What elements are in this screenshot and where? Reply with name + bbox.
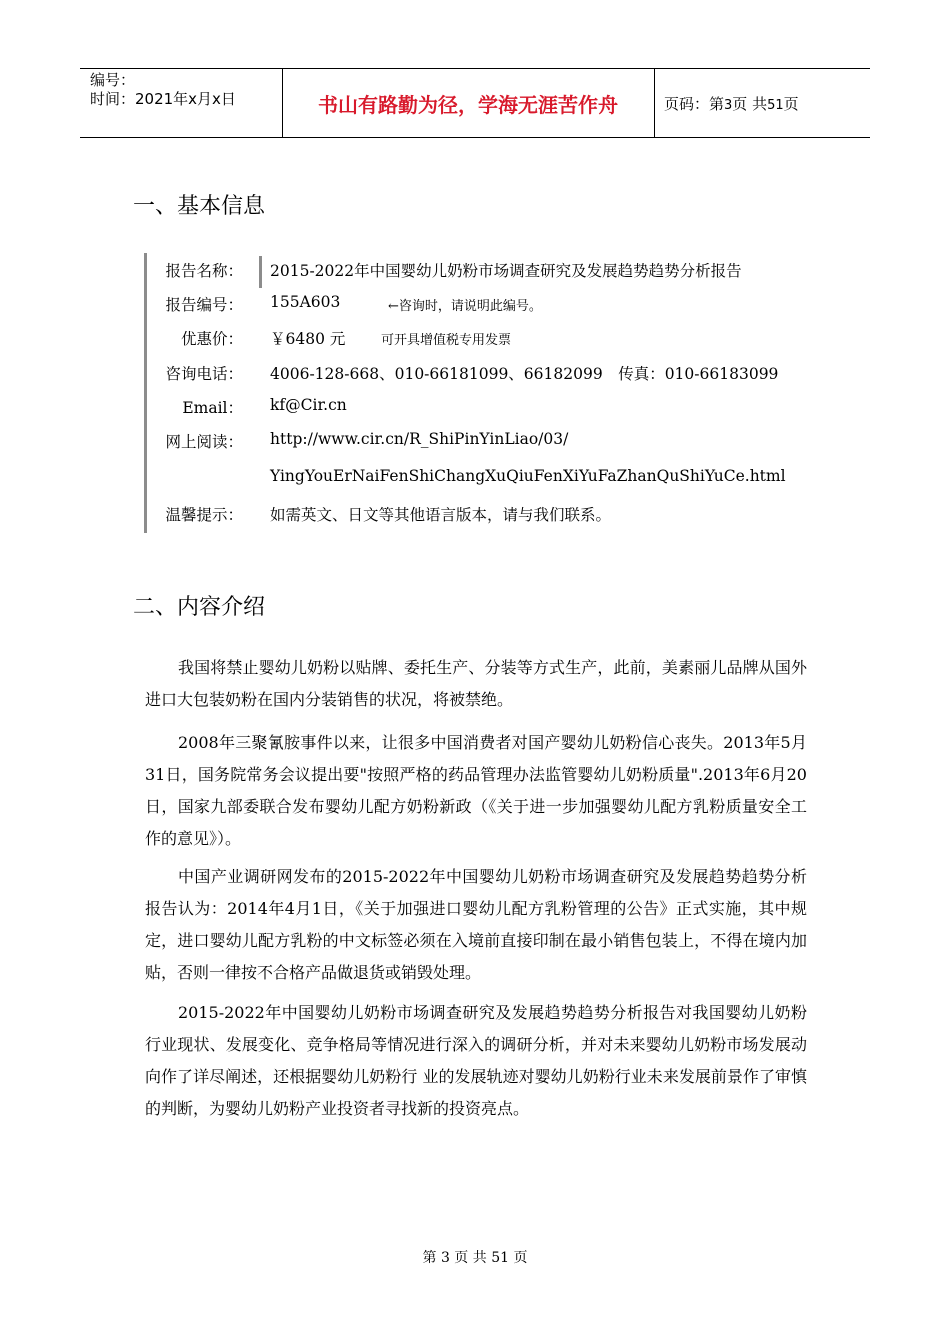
header-meta (90, 71, 236, 109)
intro-paragraph-3: 中国产业调研网发布的2015-2022年中国婴幼儿奶粉市场调查研究及发展趋势趋势分析报告认为：2014年4月1日，《关于加强进口婴幼儿配方乳粉管理的公告》正式实施，其中规定，进口婴幼儿配方乳粉的中文标签必须在入境前直接印制在最小销售包装上，不得在境内加贴，否则一律按不合格产品做退货或销毁处理。 (145, 867, 807, 982)
page-prefix: 页码：第 (664, 95, 725, 113)
tip-value: 如需英文、日文等其他语言版本，请与我们联系。 (270, 506, 612, 524)
page-current: 3 (724, 98, 733, 113)
header-page-number (664, 93, 799, 114)
price-label: 优惠价： (180, 330, 243, 348)
info-block-bar (144, 253, 147, 533)
phone-label: 咨询电话： (165, 365, 243, 383)
header-time-label: 时间：2021年x月x日 (90, 90, 236, 108)
section-title-basic-info: 一、基本信息 (133, 194, 266, 219)
page-footer: 第 3 页 共 51 页 (422, 1250, 528, 1266)
report-name-label: 报告名称： (165, 262, 243, 280)
section-title-content-intro: 二、内容介绍 (133, 595, 266, 620)
intro-paragraph-4: 2015-2022年中国婴幼儿奶粉市场调查研究及发展趋势趋势分析报告对我国婴幼儿奶粉行业现状、发展变化、竞争格局等情况进行深入的调研分析，并对未来婴幼儿奶粉市场发展动向作了详尽阐述，还根据婴幼儿奶粉行 业的发展轨迹对婴幼儿奶粉行业未来发展前景作了审慎的判断，为婴幼儿奶粉产业投资者寻找新的投资亮点。 (145, 1003, 807, 1118)
intro-paragraph-2: 2008年三聚氰胺事件以来，让很多中国消费者对国产婴幼儿奶粉信心丧失。2013年5月31日，国务院常务会议提出要"按照严格的药品管理办法监管婴幼儿奶粉质量".2013年6月20日，国家九部委联合发布婴幼儿配方奶粉新政（《关于进一步加强婴幼儿配方乳粉质量安全工作的意见》）。 (145, 733, 807, 848)
phone-value: 4006-128-668、010-66181099、66182099 传真：010-66183099 (270, 365, 779, 383)
header-motto: 书山有路勤为径，学海无涯苦作舟 (318, 93, 618, 117)
web-link-line1[interactable]: http://www.cir.cn/R_ShiPinYinLiao/03/ (270, 430, 569, 448)
header-code-label: 编号： (90, 71, 136, 89)
price-note: 可开具增值税专用发票 (381, 333, 512, 348)
page-header (80, 68, 870, 138)
page-suffix: 页 (783, 95, 799, 113)
page-mid: 页 共 (732, 95, 768, 113)
intro-paragraph-1: 我国将禁止婴幼儿奶粉以贴牌、委托生产、分装等方式生产，此前，美素丽儿品牌从国外进口大包装奶粉在国内分装销售的状况，将被禁绝。 (145, 658, 807, 709)
tip-label: 温馨提示： (165, 506, 243, 524)
report-name-bar (259, 256, 262, 288)
web-label: 网上阅读： (165, 433, 243, 451)
page-total: 51 (767, 98, 784, 113)
email-value[interactable]: kf@Cir.cn (270, 396, 347, 414)
email-label: Email： (182, 399, 243, 417)
report-name-value: 2015-2022年中国婴幼儿奶粉市场调查研究及发展趋势趋势分析报告 (270, 262, 742, 280)
report-code-value: 155A603 (270, 293, 341, 311)
report-code-label: 报告编号： (165, 296, 243, 314)
price-value: ￥6480 元 (270, 330, 346, 348)
report-code-note: ←咨询时，请说明此编号。 (388, 299, 542, 314)
header-divider (654, 69, 655, 137)
web-link-line2[interactable]: YingYouErNaiFenShiChangXuQiuFenXiYuFaZhanQuShiYuCe.html (270, 467, 786, 485)
